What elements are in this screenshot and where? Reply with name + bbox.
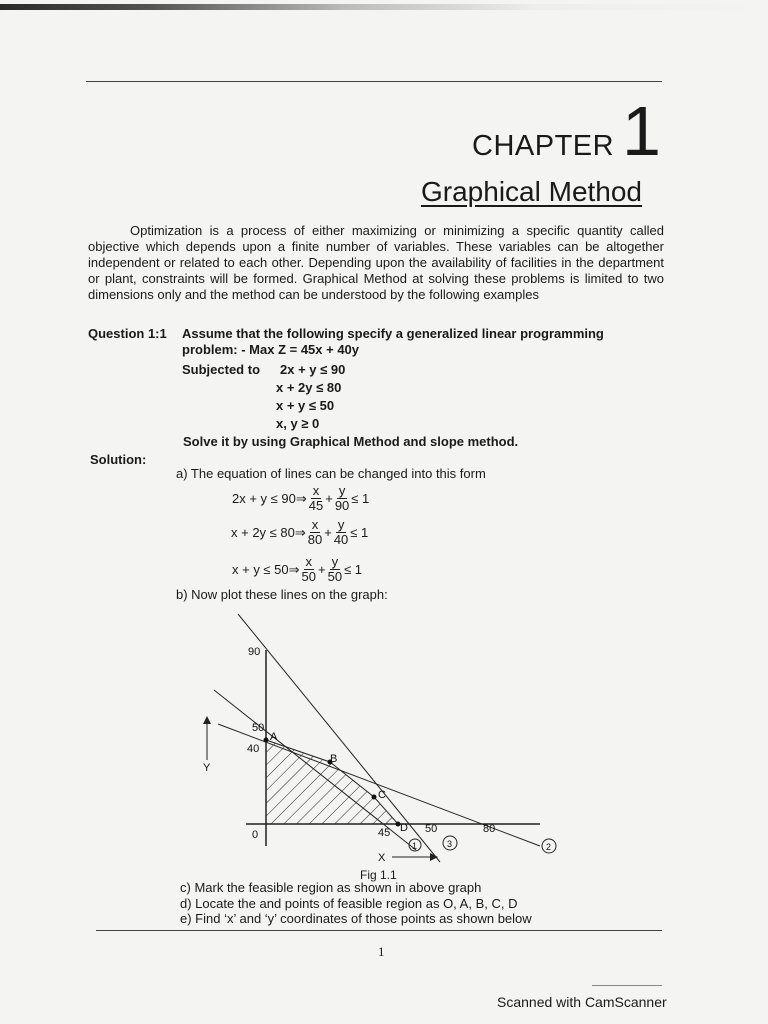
tick-y90: 90: [248, 646, 261, 658]
y-arrow-head: [203, 716, 211, 724]
camscanner-watermark: Scanned with CamScanner: [497, 994, 667, 1010]
step-b: b) Now plot these lines on the graph:: [176, 587, 388, 602]
eq3-num-x: x: [305, 554, 313, 569]
eq1-num-y: y: [338, 483, 346, 498]
eq1-plus: +: [325, 491, 333, 506]
y-axis-label: Y: [203, 762, 211, 774]
eq3-num-y: y: [331, 554, 339, 569]
eq3-den-x: 50: [301, 569, 316, 584]
eq1-lhs: 2x + y ≤ 90⇒: [232, 490, 307, 506]
origin-label: 0: [252, 829, 259, 841]
constraint-line-1: [238, 614, 440, 862]
tick-y50: 50: [252, 722, 265, 734]
eq1-num-x: x: [312, 483, 320, 498]
tick-x50: 50: [425, 823, 438, 835]
subjected-label: Subjected to: [182, 362, 261, 377]
constraint-line-3: [214, 690, 416, 850]
eq1-rhs: ≤ 1: [351, 491, 370, 506]
eq3-den-y: 50: [327, 569, 343, 584]
tick-x45: 45: [378, 827, 391, 839]
step-d: d) Locate the and points of feasible region as O, A, B, C, D: [180, 896, 518, 911]
eq2-num-x: x: [311, 517, 319, 532]
x-axis-label: X: [378, 852, 386, 864]
constraint-4: x, y ≥ 0: [276, 416, 320, 431]
question-instruction: Solve it by using Graphical Method and slope method.: [183, 434, 519, 449]
intro-text: Optimization is a process of either maximizing or minimizing a specific quantity called objective which depends upon a finite number of variables. These variables can be altogether independent or related to each other. Depending upon the availability of facilities in the department or plant, constraints will be formed. Graphical Method at solving these problems is limited to two dimensions only and the method can be understood by the following examples: [88, 223, 664, 302]
chapter-word: CHAPTER: [472, 130, 615, 162]
constraint-1: 2x + y ≤ 90: [280, 362, 346, 377]
chapter-title: Graphical Method: [421, 176, 643, 207]
scan-mark: [592, 985, 662, 986]
eq3-plus: +: [318, 562, 326, 577]
tick-y40: 40: [247, 743, 260, 755]
point-a: [264, 738, 269, 743]
tick-x80: 80: [483, 823, 496, 835]
question-text: Assume that the following specify a generalized linear programming problem: - Max Z = 45x + 40y: [182, 326, 604, 357]
eq2-lhs: x + 2y ≤ 80⇒: [231, 524, 306, 540]
eq2-den-x: 80: [307, 532, 323, 547]
line-marker-1-label: 1: [412, 841, 418, 851]
eq1-den-y: 90: [334, 498, 350, 513]
eq2-den-y: 40: [333, 532, 349, 547]
figure-caption: Fig 1.1: [360, 868, 397, 882]
label-point-c: C: [378, 789, 386, 801]
eq2-rhs: ≤ 1: [350, 525, 369, 540]
chapter-number: 1: [622, 92, 661, 170]
eq3-rhs: ≤ 1: [344, 562, 363, 577]
point-c: [372, 795, 377, 800]
label-point-b: B: [330, 753, 338, 765]
line-marker-3-label: 3: [447, 839, 453, 849]
eq2-plus: +: [324, 525, 332, 540]
eq1-den-x: 45: [308, 498, 324, 513]
line-marker-2-label: 2: [546, 842, 552, 852]
step-c: c) Mark the feasible region as shown in above graph: [180, 880, 482, 895]
label-point-d: D: [400, 822, 408, 834]
step-e: e) Find ‘x’ and ‘y’ coordinates of those points as shown below: [180, 911, 532, 926]
eq2-num-y: y: [337, 517, 345, 532]
page-number: 1: [378, 944, 385, 959]
label-point-a: A: [270, 731, 278, 743]
footer-rule: [96, 930, 662, 931]
step-a: a) The equation of lines can be changed into this form: [176, 466, 486, 481]
constraint-2: x + 2y ≤ 80: [276, 380, 342, 395]
eq3-lhs: x + y ≤ 50⇒: [232, 561, 300, 577]
constraint-3: x + y ≤ 50: [276, 398, 335, 413]
solution-label: Solution:: [90, 452, 147, 467]
question-label: Question 1:1: [88, 326, 167, 341]
